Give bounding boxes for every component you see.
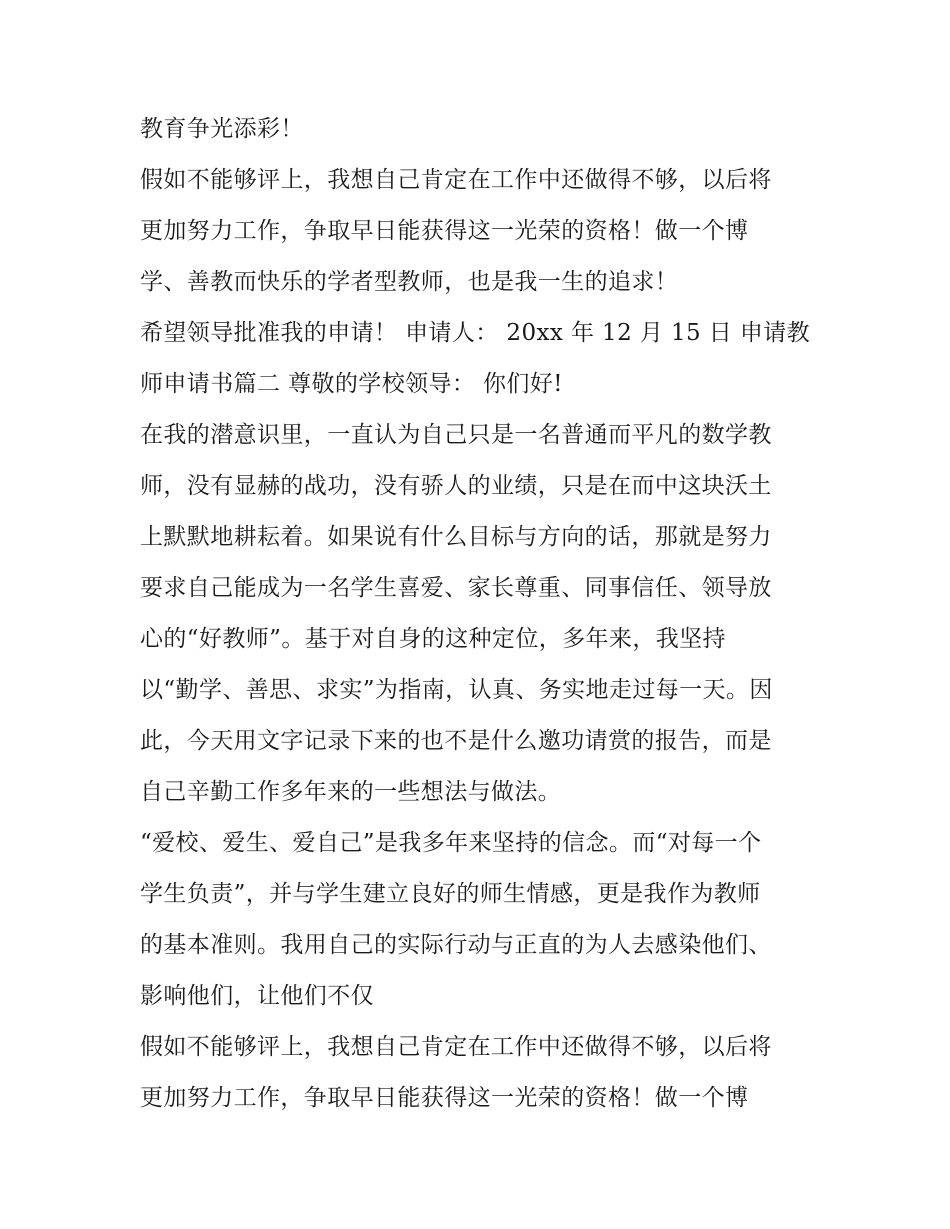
text-line: 学生负责”，并与学生建立良好的师生情感，更是我作为教师	[140, 881, 761, 907]
text-line: 师，没有显赫的战功，没有骄人的业绩，只是在而中这块沃土	[140, 473, 772, 499]
text-line: 影响他们，让他们不仅	[140, 983, 374, 1009]
text-line: 上默默地耕耘着。如果说有什么目标与方向的话，那就是努力	[140, 524, 772, 550]
text-line: 希望领导批准我的申请！ 申请人： 20xx 年 12 月 15 日 申请教	[140, 320, 811, 346]
text-line: 教育争光添彩！	[140, 116, 304, 142]
text-line: 学、善教而快乐的学者型教师，也是我一生的追求！	[140, 269, 679, 295]
text-line: 的基本准则。我用自己的实际行动与正直的为人去感染他们、	[140, 932, 772, 958]
text-line: “爱校、爱生、爱自己”是我多年来坚持的信念。而“对每一个	[140, 830, 762, 856]
text-line: 此，今天用文字记录下来的也不是什么邀功请赏的报告，而是	[140, 728, 772, 754]
text-line: 假如不能够评上，我想自己肯定在工作中还做得不够，以后将	[140, 167, 772, 193]
text-line: 更加努力工作，争取早日能获得这一光荣的资格！做一个博	[140, 218, 749, 244]
text-line: 更加努力工作，争取早日能获得这一光荣的资格！做一个博	[140, 1085, 749, 1111]
body-text	[140, 104, 830, 1124]
text-line: 以“勤学、善思、求实”为指南，认真、务实地走过每一天。因	[140, 677, 773, 703]
text-line: 在我的潜意识里，一直认为自己只是一名普通而平凡的数学教	[140, 422, 772, 448]
text-line: 自己辛勤工作多年来的一些想法与做法。	[140, 779, 562, 805]
text-line: 师申请书篇二 尊敬的学校领导： 你们好!	[140, 371, 563, 397]
text-line: 心的“好教师”。基于对自身的这种定位，多年来，我坚持	[140, 626, 726, 652]
text-line: 假如不能够评上，我想自己肯定在工作中还做得不够，以后将	[140, 1034, 772, 1060]
text-line: 要求自己能成为一名学生喜爱、家长尊重、同事信任、领导放	[140, 575, 772, 601]
